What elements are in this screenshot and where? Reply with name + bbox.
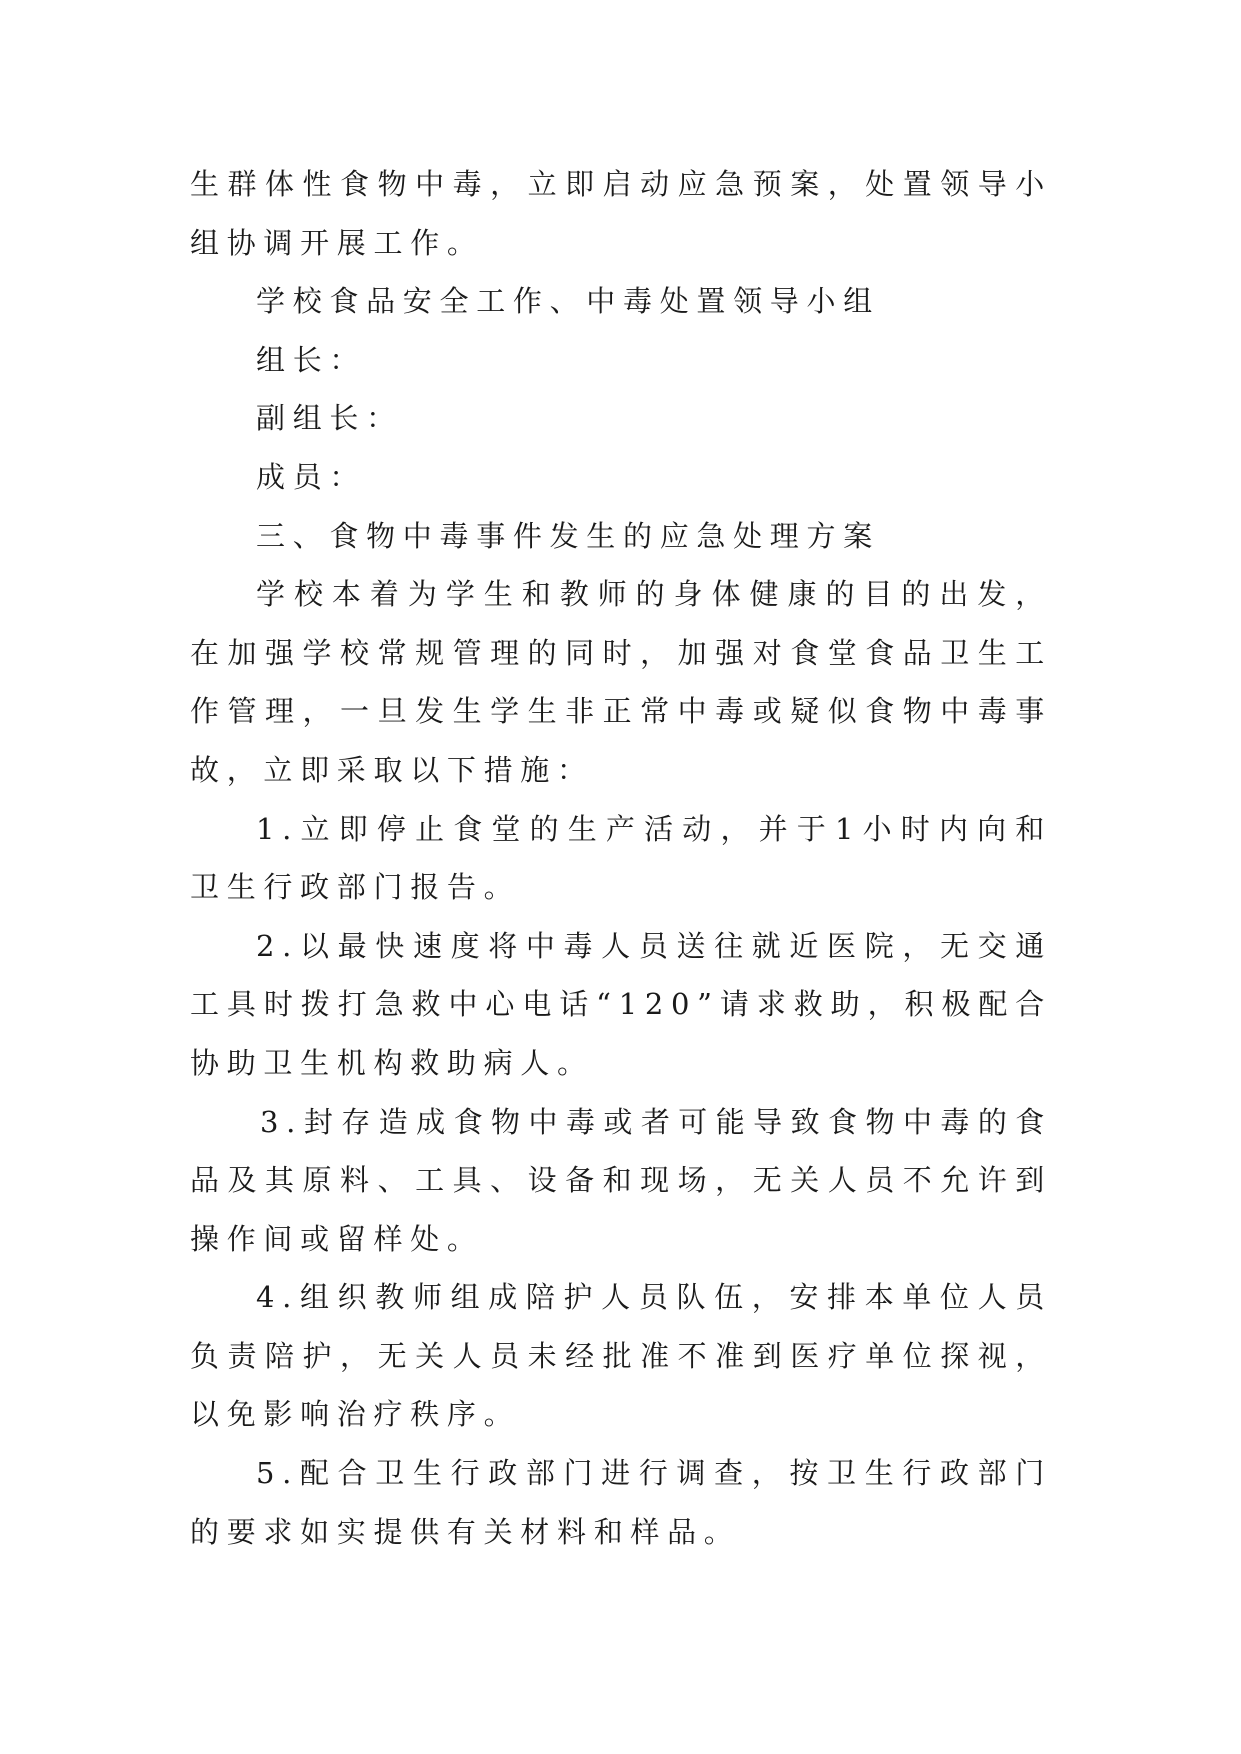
paragraph-intro-measures: 学校本着为学生和教师的身体健康的目的出发，在加强学校常规管理的同时，加强对食堂食品卫生工作管理，一旦发生学生非正常中毒或疑似食物中毒事故，立即采取以下措施：: [190, 577, 1052, 787]
document-page: [190, 155, 1052, 1561]
paragraph-continuation: 生群体性食物中毒，立即启动应急预案，处置领导小组协调开展工作。: [190, 167, 1052, 260]
paragraph-members: 成员：: [256, 459, 367, 494]
paragraph-leader: 组长：: [256, 342, 367, 377]
list-item-3: 3.封存造成食物中毒或者可能导致食物中毒的食品及其原料、工具、设备和现场，无关人员不允许到操作间或留样处。: [190, 1104, 1052, 1256]
list-item-5: 5.配合卫生行政部门进行调查，按卫生行政部门的要求如实提供有关材料和样品。: [190, 1456, 1052, 1549]
paragraph-deputy-leader: 副组长：: [256, 401, 403, 436]
list-item-4: 4.组织教师组成陪护人员队伍，安排本单位人员负责陪护，无关人员未经批准不准到医疗单位探视，以免影响治疗秩序。: [190, 1280, 1052, 1432]
section-heading-three: 三、食物中毒事件发生的应急处理方案: [256, 518, 880, 553]
paragraph-group-title: 学校食品安全工作、中毒处置领导小组: [256, 284, 880, 319]
list-item-2: 2.以最快速度将中毒人员送往就近医院，无交通工具时拨打急救中心电话“120”请求救助，积极配合协助卫生机构救助病人。: [190, 928, 1052, 1080]
list-item-1: 1.立即停止食堂的生产活动，并于1小时内向和卫生行政部门报告。: [190, 811, 1052, 905]
